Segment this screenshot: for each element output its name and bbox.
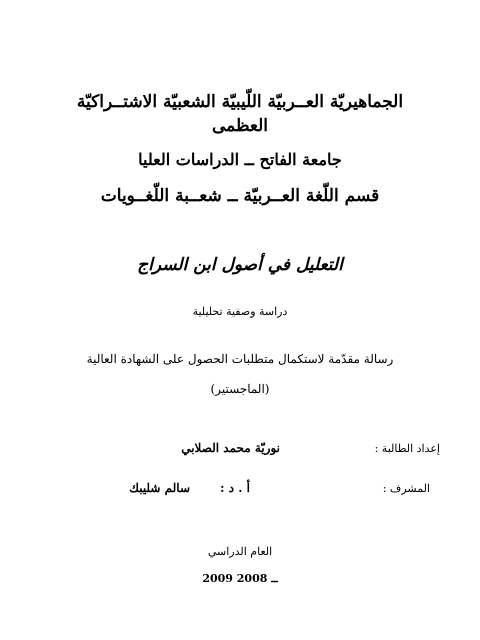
thesis-purpose: رسالة مقدّمة لاستكمال متطلبات الحصول على الشهادة العالية xyxy=(86,352,394,366)
academic-year-label: العام الدراسي xyxy=(207,545,273,558)
supervisor-title xyxy=(220,481,250,495)
supervisor-title-text: أ . د : xyxy=(220,481,250,495)
student-label: إعداد الطالبة : xyxy=(374,442,440,455)
header-country-line-2: العظمى xyxy=(211,116,269,136)
thesis-subtitle: دراسة وصفية تحليلية xyxy=(192,305,288,318)
thesis-degree: (الماجستير) xyxy=(210,382,270,396)
supervisor-name-text: سالم شليبك xyxy=(129,481,190,495)
department-name: قسم اللّغة العــربيّة ــ شعــبة اللّغــويات xyxy=(100,186,380,206)
university-name: جامعة الفاتح ــ الدراسات العليا xyxy=(138,150,342,169)
student-name xyxy=(181,441,280,455)
academic-years: 2009 ــ 2008 xyxy=(202,572,278,585)
supervisor-label: المشرف : xyxy=(382,482,430,495)
supervisor-name xyxy=(129,481,190,495)
student-name-text: نوريّة محمد الصلابي xyxy=(181,441,280,455)
thesis-title: التعليل في أصول ابن السراج xyxy=(137,255,343,275)
header-country-line: الجماهيريّة العــربيّة اللّيبيّة الشعبيّة الاشتــراكيّة xyxy=(76,92,404,112)
